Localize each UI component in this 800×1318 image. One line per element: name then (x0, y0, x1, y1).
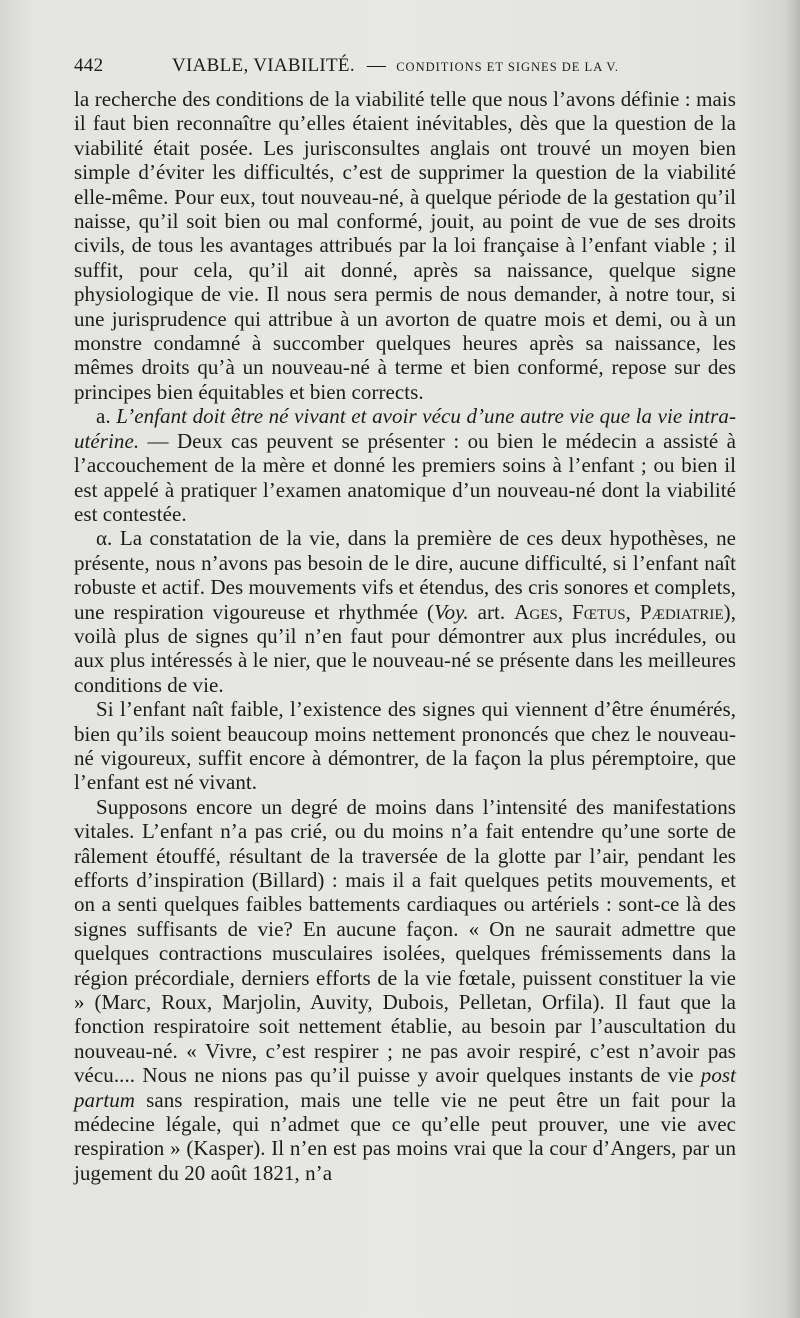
section-heading-a: L’enfant doit être né vivant et avoir vécu d’une autre vie que la vie intra-utérine. (74, 404, 736, 453)
body-text (74, 87, 736, 1185)
running-subtitle: CONDITIONS ET SIGNES DE LA V. (396, 60, 619, 74)
paragraph-5 (74, 795, 736, 1186)
section-label-a: a. (96, 404, 111, 429)
paragraph-2 (74, 404, 736, 526)
running-header (74, 55, 736, 87)
paragraph-5-text-a: Supposons encore un degré de moins dans l’intensité des manifestations vitales. L’enfant n’a pas crié, ou du moins n’a fait entendre qu’une sorte de râlement étouffé, résultant de la traversée de la glotte par l’air, pendant les efforts d’inspiration (Billard) : mais il a fait quelques petits mouvements, et on a senti quelques faibles battements cardiaques ou artériels : sont-ce là des signes suffisants de vie? En aucune façon. « On ne saurait admettre que quelques contractions musculaires isolées, quelques frémissements dans la région précordiale, derniers efforts de la vie fœtale, puissent constituer la vie » (Marc, Roux, Marjolin, Auvity, Dubois, Pelletan, Orfila). Il faut que la fonction respiratoire soit nettement établie, au besoin par l’auscultation du nouveau-né. « Vivre, c’est respirer ; ne pas avoir respiré, c’est n’avoir pas vécu.... Nous ne nions pas qu’il puisse y avoir quelques instants de vie (74, 794, 736, 1088)
article-references: Ages, Fœtus, Pædiatrie (514, 599, 724, 624)
paragraph-3 (74, 526, 736, 697)
voy-reference: Voy. (434, 599, 469, 624)
page-number: 442 (74, 55, 104, 76)
paragraph-3-text-b: ), voilà plus de signes qu’il n’en faut pour démontrer aux plus incrédules, ou aux plus intéressés à le nier, que le nouveau-né se présente dans les meilleures conditions de vie. (74, 599, 737, 697)
section-label-alpha: α. (96, 526, 113, 551)
page-edge-shadow (786, 0, 800, 1318)
paragraph-5-text-b: sans respiration, mais une telle vie ne peut être un fait pour la médecine légale, qui n’admet que ce qu’elle peut prouver, une vie avec respiration » (Kasper). Il n’en est pas moins vrai que la cour d’Angers, par un jugement du 20 août 1821, n’a (74, 1087, 736, 1185)
paragraph-2-text: — Deux cas peuvent se présenter : ou bien le médecin a assisté à l’accouchement de la mère et donné les premiers soins à l’enfant ; ou bien il est appelé à pratiquer l’examen anatomique d’un nouveau-né dont la viabilité est contestée. (74, 428, 736, 526)
art-reference: art. (468, 599, 515, 624)
paragraph-1: la recherche des conditions de la viabilité telle que nous l’avons définie : mais il faut bien reconnaître qu’elles étaient inévitables, dès que la question de la viabilité était posée. Les jurisconsultes anglais ont trouvé un moyen bien simple d’éviter les difficultés, c’est de supprimer la question de la viabilité elle-même. Pour eux, tout nouveau-né, à quelque période de la gestation qu’il naisse, qu’il soit bien ou mal conformé, jouit, au point de vue de ses droits civils, de tous les avantages attribués par la loi française à l’enfant viable ; il suffit, pour cela, qu’il ait donné, après sa naissance, quelque signe physiologique de vie. Il nous sera permis de nous demander, à notre tour, si une jurisprudence qui attribue à un avorton de quatre mois et demi, ou à un monstre condamné à succomber quelques heures après sa naissance, les mêmes droits qu’à un nouveau-né à terme et bien conformé, repose sur des principes bien équitables et bien corrects. (74, 87, 736, 404)
paragraph-3-text-a: La constatation de la vie, dans la première de ces deux hypothèses, ne présente, nous n’avons pas besoin de le dire, aucune difficulté, si l’enfant naît robuste et actif. Des mouvements vifs et étendus, des cris sonores et complets, une respiration vigoureuse et rhythmée ( (74, 526, 736, 624)
running-title: VIABLE, VIABILITÉ. (172, 55, 355, 76)
paragraph-4: Si l’enfant naît faible, l’existence des signes qui viennent d’être énumérés, bien qu’ils soient beaucoup moins nettement prononcés que chez le nouveau-né vigoureux, suffit encore à démontrer, de la façon la plus péremptoire, que l’enfant est né vivant. (74, 697, 736, 795)
post-partum-term: post partum (74, 1063, 736, 1112)
header-dash: — (366, 55, 387, 76)
